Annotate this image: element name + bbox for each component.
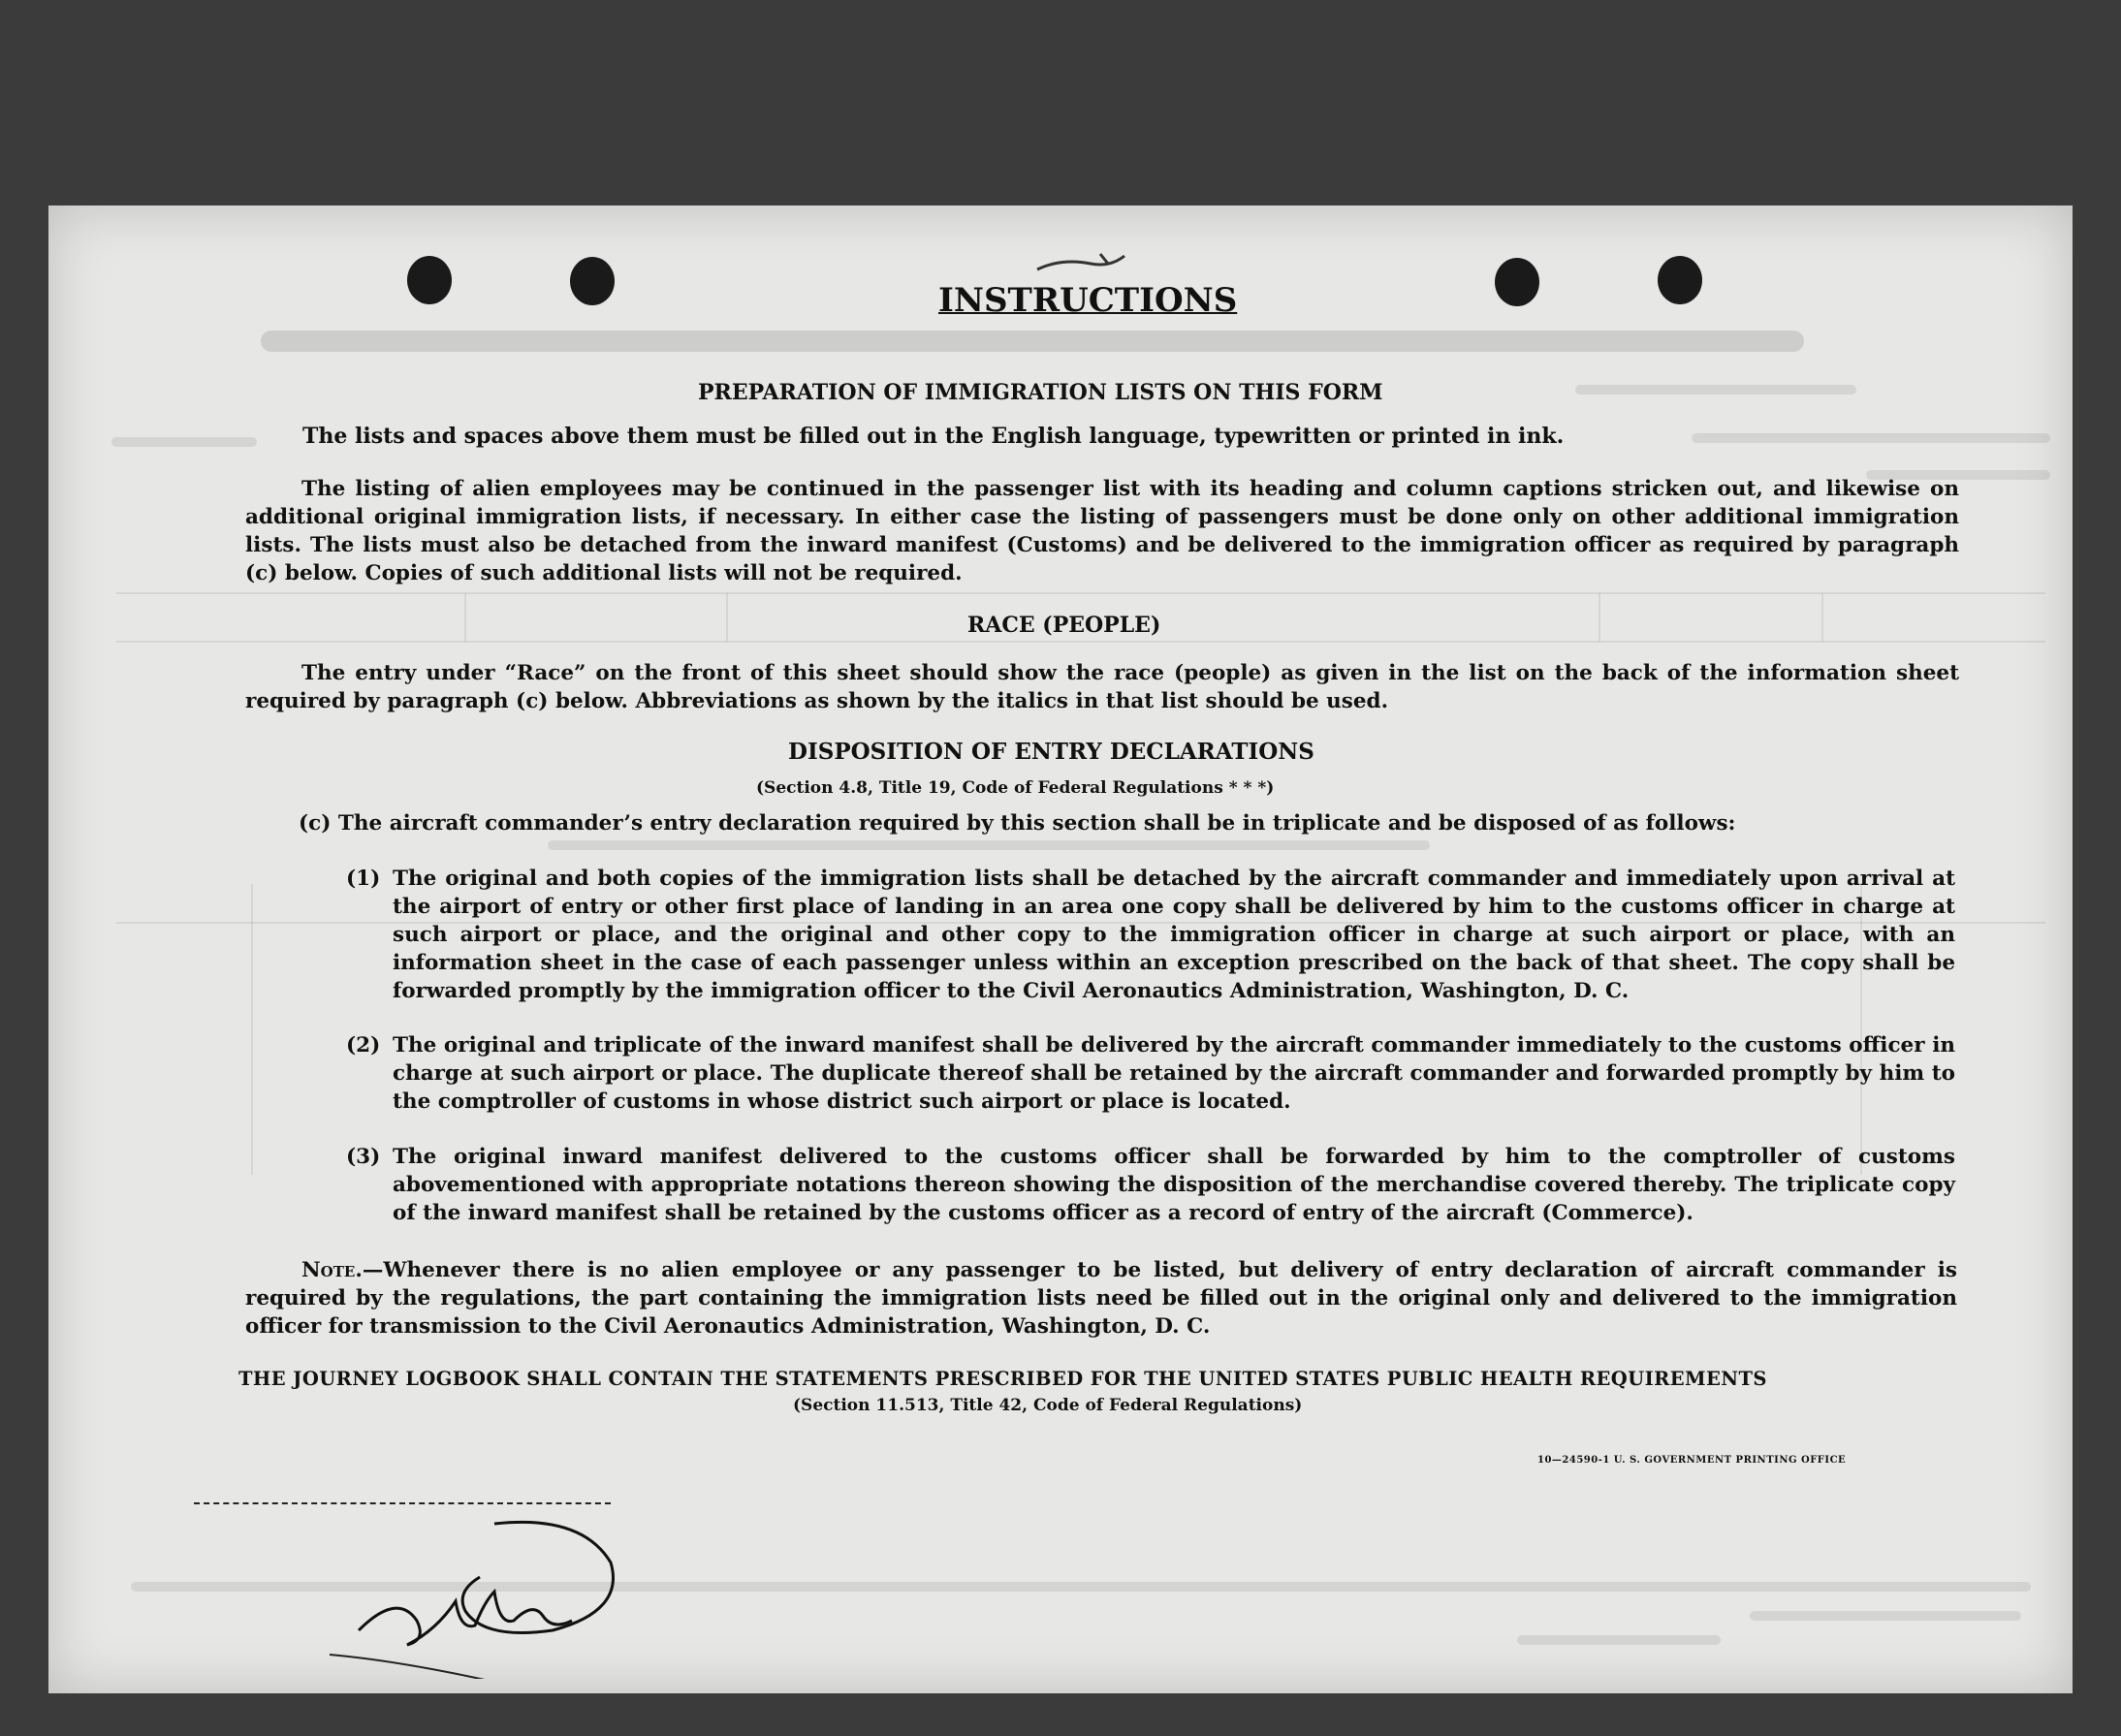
item-text: The original inward manifest delivered to the customs officer shall be forwarded by him to the comptroller of customs abovementioned with appropriate notations thereon showing the disposition of the merchandise covered thereby. The triplicate copy of the inward manifest shall be retained by the customs officer as a record of entry of the aircraft (Commerce).	[393, 1145, 1955, 1225]
handwritten-signature	[291, 1485, 698, 1679]
disposition-intro: (c) The aircraft commander’s entry declaration required by this section shall be in triplicate and be disposed of as follows:	[299, 811, 1736, 836]
section-heading-disposition: DISPOSITION OF ENTRY DECLARATIONS	[788, 739, 1314, 765]
disposition-citation: (Section 4.8, Title 19, Code of Federal Regulations * * *)	[756, 778, 1275, 798]
item-number: (2)	[346, 1033, 381, 1057]
logbook-citation: (Section 11.513, Title 42, Code of Federal Regulations)	[793, 1396, 1303, 1415]
disposition-item	[346, 1031, 1955, 1116]
item-number: (1)	[346, 867, 381, 891]
pencil-mark	[1032, 248, 1129, 277]
disposition-item	[346, 1143, 1955, 1227]
preparation-paragraph-2: The listing of alien employees may be continued in the passenger list with its heading and column captions stricken out, and likewise on additional original immigration lists, if necessary. In either case the listing of passengers must be done only on other additional immigration lists. The lists must also be detached from the inward manifest (Customs) and be delivered to the immigration officer as required by paragraph (c) below. Copies of such additional lists will not be required.	[245, 477, 1959, 585]
item-text: The original and triplicate of the inward manifest shall be delivered by the aircraft commander immediately to the customs officer in charge at such airport or place. The duplicate thereof shall be retained by the aircraft commander and forwarded promptly by him to the comptroller of customs in whose district such airport or place is located.	[393, 1033, 1955, 1114]
preparation-paragraph-1: The lists and spaces above them must be filled out in the English language, typewritten or printed in ink.	[302, 424, 1565, 449]
section-heading-race: RACE (PEOPLE)	[967, 613, 1161, 638]
disposition-item	[346, 865, 1955, 1005]
paper-sheet	[48, 205, 2073, 1693]
note-paragraph	[245, 1256, 1957, 1341]
note-text: —Whenever there is no alien employee or any passenger to be listed, but delivery of entry declaration of aircraft commander is required by the regulations, the part containing the immigration lists need be filled out in the original only and delivered to the immigration officer for transmission to the Civil Aeronautics Administration, Washington, D. C.	[245, 1258, 1957, 1339]
item-number: (3)	[346, 1145, 381, 1169]
note-label: Note.	[301, 1258, 363, 1282]
printer-imprint: 10—24590-1 U. S. GOVERNMENT PRINTING OFFICE	[1537, 1455, 1847, 1466]
logbook-heading: THE JOURNEY LOGBOOK SHALL CONTAIN THE STATEMENTS PRESCRIBED FOR THE UNITED STATES PUBLIC HEALTH REQUIREMENTS	[238, 1368, 1767, 1390]
item-text: The original and both copies of the immigration lists shall be detached by the aircraft commander and immediately upon arrival at the airport of entry or other first place of landing in an area one copy shall be delivered by him to the customs officer in charge at such airport or place, and the original and other copy to the immigration officer in charge at such airport or place, with an information sheet in the case of each passenger unless within an exception prescribed on the back of that sheet. The copy shall be forwarded promptly by the immigration officer to the Civil Aeronautics Administration, Washington, D. C.	[393, 867, 1955, 1003]
race-paragraph: The entry under “Race” on the front of this sheet should show the race (people) as given in the list on the back of the information sheet required by paragraph (c) below. Abbreviations as shown by the italics in that list should be used.	[245, 661, 1959, 713]
page-title: INSTRUCTIONS	[938, 281, 1238, 320]
section-heading-preparation: PREPARATION OF IMMIGRATION LISTS ON THIS FORM	[698, 380, 1383, 405]
